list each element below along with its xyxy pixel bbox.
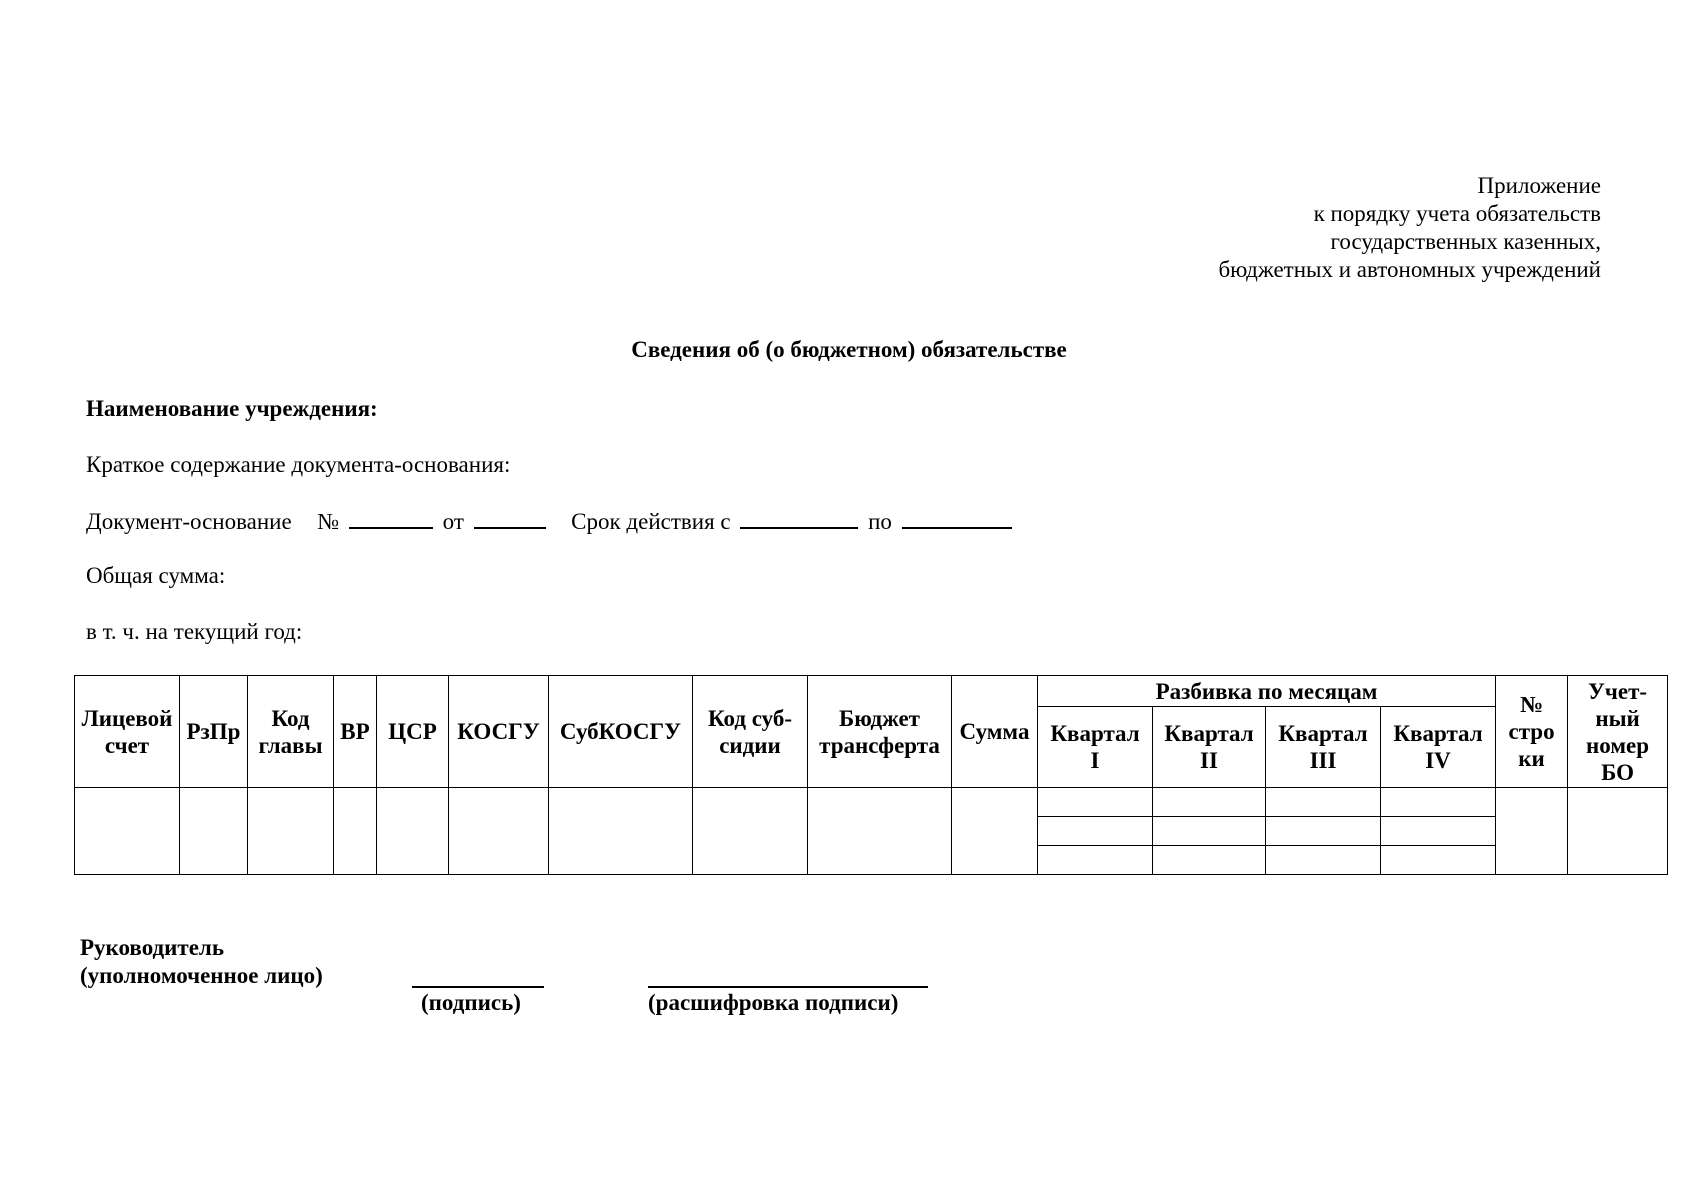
appendix-line: бюджетных и автономных учреждений bbox=[1218, 257, 1601, 282]
cell-vr[interactable] bbox=[334, 788, 377, 875]
summary-label: Краткое содержание документа-основания: bbox=[86, 452, 511, 477]
header-subkosgu: СубКОСГУ bbox=[549, 676, 693, 788]
obligation-table bbox=[74, 675, 1668, 875]
header-kosgu: КОСГУ bbox=[449, 676, 549, 788]
cell-quarter-2[interactable] bbox=[1153, 817, 1266, 846]
cell-subkosgu[interactable] bbox=[549, 788, 693, 875]
appendix-line: к порядку учета обязательств bbox=[1313, 201, 1601, 226]
number-sign: № bbox=[317, 509, 340, 534]
validity-to-field[interactable] bbox=[902, 507, 1012, 529]
cell-quarter-4[interactable] bbox=[1381, 846, 1496, 875]
header-csr: ЦСР bbox=[377, 676, 449, 788]
cell-sum[interactable] bbox=[952, 788, 1038, 875]
signatory-role-line: Руководитель bbox=[80, 935, 224, 960]
cell-transfer-budget[interactable] bbox=[808, 788, 952, 875]
header-vr: ВР bbox=[334, 676, 377, 788]
cell-quarter-3[interactable] bbox=[1266, 788, 1381, 817]
header-chapter-code: Код главы bbox=[248, 676, 334, 788]
document-basis-label: Документ-основание bbox=[86, 509, 292, 534]
cell-quarter-1[interactable] bbox=[1038, 846, 1153, 875]
cell-bo-number[interactable] bbox=[1568, 788, 1668, 875]
header-transfer-budget: Бюджет трансферта bbox=[808, 676, 952, 788]
cell-account[interactable] bbox=[75, 788, 180, 875]
from-label: от bbox=[442, 509, 464, 534]
signature-caption: (подпись) bbox=[421, 990, 521, 1015]
to-label: по bbox=[868, 509, 892, 534]
header-quarter-4: Квартал IV bbox=[1381, 707, 1496, 788]
total-sum-label: Общая сумма: bbox=[86, 563, 226, 588]
appendix-line: государственных казенных, bbox=[1330, 229, 1601, 254]
header-row-number: № стро ки bbox=[1496, 676, 1568, 788]
signatory-role-line: (уполномоченное лицо) bbox=[80, 963, 323, 988]
cell-csr[interactable] bbox=[377, 788, 449, 875]
document-basis-line bbox=[86, 507, 1016, 535]
cell-kosgu[interactable] bbox=[449, 788, 549, 875]
signatory-role bbox=[80, 934, 323, 990]
header-account: Лицевой счет bbox=[75, 676, 180, 788]
validity-from-field[interactable] bbox=[740, 507, 858, 529]
header-monthly-breakdown: Разбивка по месяцам bbox=[1038, 676, 1496, 707]
appendix-line: Приложение bbox=[1477, 173, 1601, 198]
appendix-note bbox=[1001, 172, 1601, 284]
cell-quarter-4[interactable] bbox=[1381, 788, 1496, 817]
institution-label: Наименование учреждения: bbox=[86, 396, 378, 421]
header-quarter-1: Квартал I bbox=[1038, 707, 1153, 788]
signature-line[interactable] bbox=[412, 986, 544, 988]
current-year-label: в т. ч. на текущий год: bbox=[86, 619, 303, 644]
header-subsidy-code: Код суб- сидии bbox=[693, 676, 808, 788]
header-sum: Сумма bbox=[952, 676, 1038, 788]
document-title: Сведения об (о бюджетном) обязательстве bbox=[631, 337, 1067, 362]
validity-label: Срок действия с bbox=[571, 509, 731, 534]
cell-quarter-1[interactable] bbox=[1038, 817, 1153, 846]
cell-chapter-code[interactable] bbox=[248, 788, 334, 875]
cell-quarter-2[interactable] bbox=[1153, 788, 1266, 817]
document-date-field[interactable] bbox=[474, 507, 546, 529]
cell-quarter-2[interactable] bbox=[1153, 846, 1266, 875]
cell-quarter-3[interactable] bbox=[1266, 846, 1381, 875]
cell-row-number[interactable] bbox=[1496, 788, 1568, 875]
signature-decode-line[interactable] bbox=[648, 986, 928, 988]
signature-decode-caption: (расшифровка подписи) bbox=[648, 990, 899, 1015]
cell-subsidy-code[interactable] bbox=[693, 788, 808, 875]
cell-quarter-1[interactable] bbox=[1038, 788, 1153, 817]
cell-rzpr[interactable] bbox=[180, 788, 248, 875]
header-bo-number: Учет- ный номер БО bbox=[1568, 676, 1668, 788]
header-rzpr: РзПр bbox=[180, 676, 248, 788]
document-number-field[interactable] bbox=[349, 507, 433, 529]
header-quarter-3: Квартал III bbox=[1266, 707, 1381, 788]
cell-quarter-3[interactable] bbox=[1266, 817, 1381, 846]
cell-quarter-4[interactable] bbox=[1381, 817, 1496, 846]
header-quarter-2: Квартал II bbox=[1153, 707, 1266, 788]
